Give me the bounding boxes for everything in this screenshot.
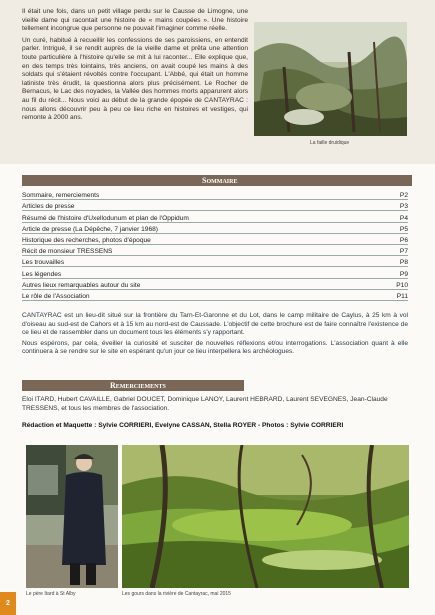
toc-page: P7 bbox=[399, 248, 408, 256]
toc-title: Historique des recherches, photos d'époque bbox=[22, 236, 151, 244]
toc-page: P4 bbox=[399, 214, 408, 222]
photo-faille-druidique bbox=[254, 22, 407, 136]
toc-row bbox=[22, 189, 408, 200]
toc-title: Sommaire, remerciements bbox=[22, 192, 100, 200]
toc-page: P5 bbox=[399, 225, 408, 233]
intro-paragraph-2: Un curé, habitué à recueillir les confessions de ses paroissiens, en entendit parler. Intrigué, il se rendit auprès de la vieille dame et prêta une attention toute particulière à l'histoire qu'elle se mit à lui raconter... Elle explique que, en des temps très lointains, très anciens, on avait coupé les mains à des soldats qui s'étaient révoltés contre l'occupant. L'Abbé, qui était un homme latiniste très érudit, la questionna alors plus précisément. Le Rocher de Bernacus, le Lac des noyades, la Vallée des hommes morts apparurent alors au fil du récit... Nous voici au début de la grande épopée de CANTAYRAC : nous allons découvrir peu à peu ce lieu riche en histoires et vestiges, qui remonte à 2000 ans. bbox=[22, 36, 248, 122]
toc-page: P8 bbox=[399, 259, 408, 267]
credits-line: Rédaction et Maquette : Sylvie CORRIERI, Evelyne CASSAN, Stella ROYER - Photos : Sylvie CORRIERI bbox=[22, 422, 344, 429]
remerciements-title: Remerciements bbox=[110, 381, 166, 390]
page-number: 2 bbox=[0, 592, 16, 615]
toc-page: P9 bbox=[399, 270, 408, 278]
toc-title: Article de presse (La Dépêche, 7 janvier 1968) bbox=[22, 225, 158, 233]
toc-row bbox=[22, 245, 408, 256]
toc-title: Le rôle de l'Association bbox=[22, 292, 90, 300]
toc-title: Résumé de l'histoire d'Uxellodunum et plan de l'Oppidum bbox=[22, 214, 189, 222]
right-photo-caption: Les gours dans la rivière de Cantayrac, mai 2015 bbox=[122, 591, 231, 597]
toc-row bbox=[22, 223, 408, 234]
toc-page: P10 bbox=[396, 281, 408, 289]
toc-page: P11 bbox=[396, 292, 408, 300]
toc-row bbox=[22, 234, 408, 245]
presentation-text bbox=[22, 312, 408, 359]
presentation-paragraph-1: CANTAYRAC est un lieu-dit situé sur la frontière du Tarn-Et-Garonne et du Lot, dans le camp militaire de Caylus, à 25 km à vol d'oiseau au sud-est de Cahors et à 15 km au nord-est de Caussade. L'objectif de cette brochure est de faire connaître l'existence de ce lieu et de rassembler dans un document tous les éléments s'y rapportant. bbox=[22, 312, 408, 337]
toc-page: P2 bbox=[399, 192, 408, 200]
toc-title: Les trouvailles bbox=[22, 259, 65, 267]
table-of-contents bbox=[22, 189, 408, 301]
toc-page: P3 bbox=[399, 203, 408, 211]
toc-row bbox=[22, 211, 408, 222]
remerciements-bar bbox=[22, 380, 244, 391]
toc-title: Les légendes bbox=[22, 270, 62, 278]
left-photo-caption: Le père Itard à St Alby bbox=[26, 591, 76, 597]
toc-title: Autres lieux remarquables autour du site bbox=[22, 281, 141, 289]
intro-paragraph-1: Il était une fois, dans un petit village perdu sur le Causse de Limogne, une vieille dame qui racontait une histoire de « mains coupées ». Une histoire tellement incongrue que personne ne pouvait l'imaginer comme réelle. bbox=[22, 8, 248, 33]
remerciements-text: Eloi ITARD, Hubert CAVAILLE, Gabriel DOUCET, Dominique LANOY, Laurent HEBRARD, Laurent SEVEGNES, Jean-Claude TRESSENS, et tous les membres de l'association. bbox=[22, 396, 388, 412]
photo-gours-riviere bbox=[122, 445, 409, 588]
sommaire-bar bbox=[22, 175, 412, 186]
toc-row bbox=[22, 279, 408, 290]
presentation-paragraph-2: Nous espérons, par cela, éveiller la curiosité et susciter de nouvelles réflexions et/ou interrogations. L'association quant à elle continuera à se rendre sur le site en espérant qu'un jour ce lieu interpellera les archéologues. bbox=[22, 339, 408, 356]
toc-row bbox=[22, 256, 408, 267]
photo-pere-itard bbox=[26, 445, 118, 588]
toc-title: Récit de monsieur TRESSENS bbox=[22, 248, 113, 256]
toc-page: P6 bbox=[399, 236, 408, 244]
toc-title: Articles de presse bbox=[22, 203, 75, 211]
toc-row bbox=[22, 200, 408, 211]
toc-row bbox=[22, 267, 408, 278]
toc-row bbox=[22, 290, 408, 301]
top-photo-caption: La faille druidique bbox=[310, 140, 350, 146]
sommaire-title: Sommaire bbox=[202, 176, 238, 185]
intro-text bbox=[22, 8, 248, 126]
